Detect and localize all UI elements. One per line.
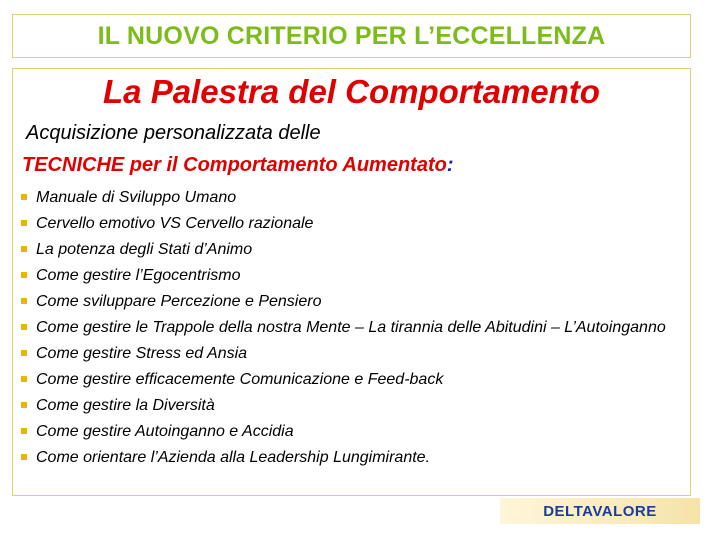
list-item-label: Come gestire le Trappole della nostra Mente – La tirannia delle Abitudini – L’Autoinganno: [36, 319, 666, 336]
list-item-label: Come gestire l’Egocentrismo: [36, 267, 241, 284]
list-item: [21, 187, 681, 208]
list-item-label: Come gestire Stress ed Ansia: [36, 345, 248, 362]
brand-logo: [500, 498, 700, 524]
list-item: [21, 447, 681, 468]
bullet-icon: [21, 246, 27, 252]
bullet-icon: [21, 428, 27, 434]
list-item: [21, 291, 681, 312]
list-item: [21, 421, 681, 442]
list-item-label: La potenza degli Stati d’Animo: [36, 241, 253, 258]
list-item-label: Cervello emotivo VS Cervello razionale: [36, 215, 314, 232]
list-item-label: Come sviluppare Percezione e Pensiero: [36, 293, 322, 310]
list-item: [21, 395, 681, 416]
bullet-icon: [21, 376, 27, 382]
technique-list: [21, 187, 681, 473]
bullet-icon: [21, 298, 27, 304]
brand-name: DELTAVALORE: [543, 502, 657, 520]
list-item-label: Come orientare l’Azienda alla Leadership Lungimirante.: [36, 449, 431, 466]
list-item: [21, 239, 681, 260]
list-item: [21, 213, 681, 234]
list-item: [21, 369, 681, 390]
bullet-icon: [21, 350, 27, 356]
bullet-icon: [21, 402, 27, 408]
title-banner: [12, 14, 691, 58]
list-item-label: Manuale di Sviluppo Umano: [36, 189, 237, 206]
section-colon: :: [446, 154, 454, 176]
slide-subtitle: La Palestra del Comportamento: [103, 73, 600, 110]
bullet-icon: [21, 272, 27, 278]
bullet-icon: [21, 194, 27, 200]
intro-text: Acquisizione personalizzata delle: [26, 122, 321, 144]
content-panel: [12, 68, 691, 496]
list-item-label: Come gestire Autoinganno e Accidia: [36, 423, 294, 440]
list-item: [21, 343, 681, 364]
list-item-label: Come gestire la Diversità: [36, 397, 215, 414]
list-item: [21, 265, 681, 286]
section-title: TECNICHE per il Comportamento Aumentato: [22, 154, 447, 176]
page-title: IL NUOVO CRITERIO PER L’ECCELLENZA: [97, 21, 606, 50]
list-item-label: Come gestire efficacemente Comunicazione e Feed-back: [36, 371, 444, 388]
bullet-icon: [21, 220, 27, 226]
bullet-icon: [21, 454, 27, 460]
bullet-icon: [21, 324, 27, 330]
section-heading: [22, 154, 454, 177]
list-item: [21, 317, 681, 338]
